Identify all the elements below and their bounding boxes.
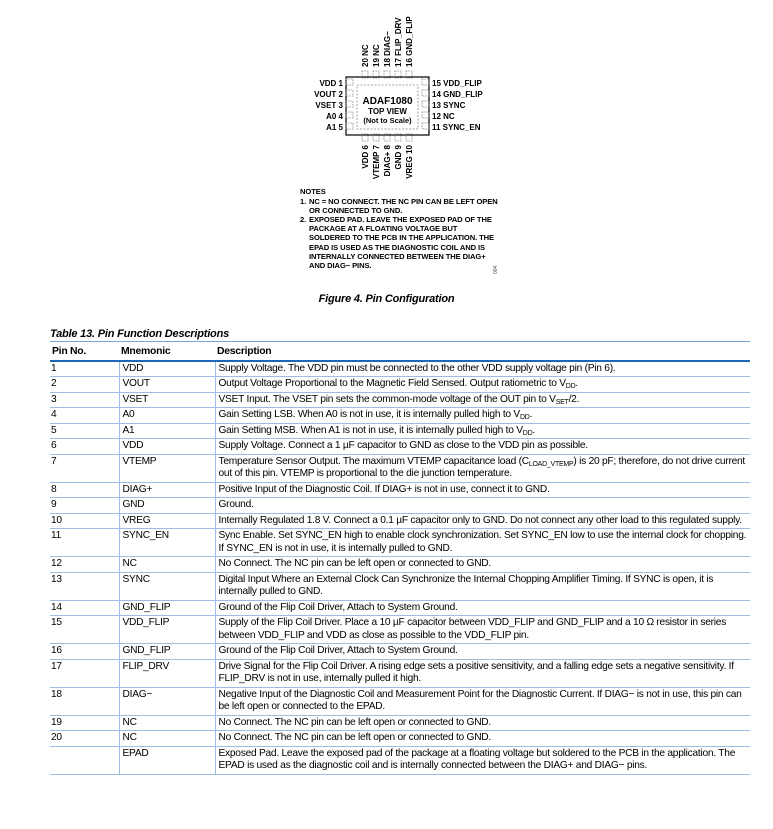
description-cell: [215, 644, 750, 660]
header-pin-no: Pin No.: [50, 342, 119, 361]
figure-caption: Figure 4. Pin Configuration: [318, 293, 455, 305]
mnemonic-cell: VTEMP: [119, 454, 215, 482]
pin-number-cell: [50, 746, 119, 774]
pin-number-cell: 20: [50, 731, 119, 747]
description-subscript: DD: [565, 383, 576, 390]
table-row: [50, 513, 750, 529]
description-text: Positive Input of the Diagnostic Coil. If DIAG+ is not in use, connect it to GND.: [218, 483, 550, 495]
table-row: [50, 439, 750, 455]
chip-name: ADAF1080: [362, 96, 413, 107]
chip-scale: (Not to Scale): [363, 116, 412, 125]
description-cell: [215, 423, 750, 439]
description-subscript: DD: [522, 429, 533, 437]
pin-label-right: 14 GND_FLIP: [432, 90, 483, 99]
pin-number-cell: 11: [50, 529, 119, 557]
mnemonic-cell: A0: [119, 408, 215, 424]
pin-number-cell: 12: [50, 557, 119, 573]
pin-number-cell: 8: [50, 482, 119, 498]
description-cell: [215, 731, 750, 747]
table-row: [50, 659, 750, 687]
mnemonic-cell: VOUT: [119, 377, 215, 393]
pin-label-bottom: GND 9: [394, 145, 403, 170]
mnemonic-cell: VREG: [119, 513, 215, 529]
description-cell: [215, 715, 750, 731]
pin-configuration-diagram: [0, 0, 773, 320]
note-number: 2.: [300, 215, 307, 225]
pin-label-bottom: VDD 6: [361, 145, 370, 169]
pin-label-left: A0 4: [326, 112, 343, 121]
table-row: [50, 482, 750, 498]
pin-number-cell: 4: [50, 408, 119, 424]
table-row: [50, 498, 750, 514]
table-row: [50, 423, 750, 439]
note-item: [300, 197, 500, 215]
description-text: Ground of the Flip Coil Driver, Attach to System Ground.: [218, 645, 458, 656]
pin-number-cell: 14: [50, 600, 119, 616]
description-cell: [215, 361, 750, 377]
table-row: [50, 361, 750, 377]
table-row: [50, 557, 750, 573]
diagram-notes: [300, 187, 500, 270]
table-row: [50, 377, 750, 393]
pin-label-right: 13 SYNC: [432, 101, 466, 110]
description-text: Internally Regulated 1.8 V. Connect a 0.1 µF capacitor only to GND. Do not connect any other load to this regulated supply.: [218, 514, 742, 526]
table-row: [50, 731, 750, 747]
description-text: VSET Input. The VSET pin sets the common-mode voltage of the OUT pin to V: [218, 393, 556, 405]
mnemonic-cell: DIAG−: [119, 687, 215, 715]
mnemonic-cell: VDD: [119, 439, 215, 455]
note-text: EXPOSED PAD. LEAVE THE EXPOSED PAD OF THE PACKAGE AT A FLOATING VOLTAGE BUT SOLDERED TO THE PCB IN THE APPLICATION. THE EPAD IS USED AS THE DIAGNOSTIC COIL AND IS INTERNALLY CONNECTED BETWEEN THE DIAG+ AND DIAG− PINS.: [309, 215, 494, 270]
figure-id: 004: [493, 265, 499, 274]
description-text: Ground of the Flip Coil Driver, Attach to System Ground.: [218, 601, 458, 613]
pin-number-cell: 17: [50, 659, 119, 687]
description-cell: [215, 746, 750, 774]
table-caption: Table 13. Pin Function Descriptions: [50, 328, 230, 340]
description-cell: [215, 572, 750, 600]
pin-number-cell: 7: [50, 454, 119, 482]
description-subscript: LOAD_VTEMP: [528, 460, 574, 468]
mnemonic-cell: VDD_FLIP: [119, 616, 215, 644]
pin-label-top: 16 GND_FLIP: [405, 16, 414, 67]
description-text: Ground.: [218, 499, 254, 510]
description-cell: [215, 659, 750, 687]
description-text: Output Voltage Proportional to the Magnetic Field Sensed. Output ratiometric to V: [218, 378, 566, 389]
note-number: 1.: [300, 197, 307, 207]
mnemonic-cell: VDD: [119, 361, 215, 377]
description-text: Digital Input Where an External Clock Can Synchronize the Internal Chopping Amplifier Timing. If SYNC is open, it is internally pulled to GND.: [218, 573, 714, 597]
description-text: Exposed Pad. Leave the exposed pad of the package at a floating voltage but soldered to the PCB in the application. The EPAD is used as the diagnostic coil and is internally connected between the DIAG+ and DIAG− pins.: [218, 747, 736, 771]
pin-label-top: 20 NC: [361, 44, 370, 67]
mnemonic-cell: DIAG+: [119, 482, 215, 498]
description-text: Temperature Sensor Output. The maximum VTEMP capacitance load (C: [218, 455, 529, 467]
description-cell: [215, 454, 750, 482]
pin-number-cell: 5: [50, 423, 119, 439]
description-text-after: .: [529, 409, 533, 420]
description-subscript: DD: [519, 414, 530, 421]
description-text: Supply Voltage. Connect a 1 µF capacitor to GND as close to the VDD pin as possible.: [218, 440, 588, 451]
pin-label-left: VSET 3: [315, 101, 343, 110]
description-subscript: SET: [555, 398, 569, 406]
table-row: [50, 644, 750, 660]
description-text: Supply Voltage. The VDD pin must be connected to the other VDD supply voltage pin (Pin 6).: [218, 362, 616, 374]
pin-number-cell: 15: [50, 616, 119, 644]
description-cell: [215, 498, 750, 514]
description-text: No Connect. The NC pin can be left open or connected to GND.: [218, 558, 491, 569]
pin-label-top: 19 NC: [372, 44, 381, 67]
mnemonic-cell: NC: [119, 731, 215, 747]
description-cell: [215, 616, 750, 644]
pin-number-cell: 13: [50, 572, 119, 600]
description-text: Supply of the Flip Coil Driver. Place a 10 µF capacitor between VDD_FLIP and GND_FLIP and a 10 Ω resistor in series between VDD_FLIP and VDD as close as possible to the VDD_FLIP pin.: [218, 617, 727, 641]
right-pin-stubs: [422, 79, 429, 129]
pin-number-cell: 16: [50, 644, 119, 660]
description-cell: [215, 439, 750, 455]
header-mnemonic: Mnemonic: [119, 342, 215, 361]
description-cell: [215, 513, 750, 529]
pin-number-cell: 19: [50, 715, 119, 731]
pin-number-cell: 1: [50, 361, 119, 377]
description-text-after: ) is 20 pF; therefore, do not drive current out of this pin. VTEMP is proportional to the die junction temperature.: [218, 455, 746, 479]
mnemonic-cell: GND_FLIP: [119, 600, 215, 616]
pin-number-cell: 18: [50, 687, 119, 715]
pin-label-bottom: DIAG+ 8: [383, 145, 392, 177]
description-cell: [215, 377, 750, 393]
table-row: [50, 616, 750, 644]
mnemonic-cell: SYNC: [119, 572, 215, 600]
description-cell: [215, 557, 750, 573]
note-text: NC = NO CONNECT. THE NC PIN CAN BE LEFT OPEN OR CONNECTED TO GND.: [309, 197, 498, 216]
table-row: [50, 529, 750, 557]
pin-label-right: 15 VDD_FLIP: [432, 79, 482, 88]
notes-title: NOTES: [300, 187, 326, 196]
description-text: No Connect. The NC pin can be left open or connected to GND.: [218, 732, 491, 743]
pin-label-right: 12 NC: [432, 112, 455, 121]
table-row: [50, 454, 750, 482]
pin-label-top: 17 FLIP_DRV: [394, 17, 403, 67]
mnemonic-cell: A1: [119, 423, 215, 439]
description-text: Drive Signal for the Flip Coil Driver. A rising edge sets a positive sensitivity, and a falling edge sets a negative sensitivity. If FLIP_DRV is not in use, internally pulled it high.: [218, 660, 734, 684]
mnemonic-cell: GND_FLIP: [119, 644, 215, 660]
left-pin-stubs: [346, 79, 353, 129]
table-row: [50, 392, 750, 408]
table-row: [50, 572, 750, 600]
table-row: [50, 746, 750, 774]
table-row: [50, 408, 750, 424]
description-text-after: .: [532, 424, 535, 436]
description-cell: [215, 529, 750, 557]
description-text: No Connect. The NC pin can be left open or connected to GND.: [218, 716, 491, 728]
pin-number-cell: 3: [50, 392, 119, 408]
description-cell: [215, 600, 750, 616]
description-text: Sync Enable. Set SYNC_EN high to enable clock synchronization. Set SYNC_EN low to use the internal clock for chopping. If SYNC_EN is not in use, it is internally pulled to GND.: [218, 530, 747, 554]
mnemonic-cell: EPAD: [119, 746, 215, 774]
pin-label-right: 11 SYNC_EN: [432, 123, 481, 132]
header-description: Description: [215, 342, 750, 361]
mnemonic-cell: SYNC_EN: [119, 529, 215, 557]
description-text-after: /2.: [568, 393, 580, 405]
description-text: Gain Setting LSB. When A0 is not in use, it is internally pulled high to V: [218, 409, 520, 420]
description-text: Negative Input of the Diagnostic Coil and Measurement Point for the Diagnostic Current. If DIAG− is not in use, this pin can be left open or connected to the EPAD.: [218, 688, 742, 712]
pin-number-cell: 6: [50, 439, 119, 455]
note-item: [300, 215, 500, 270]
description-cell: [215, 408, 750, 424]
pin-label-left: VDD 1: [319, 79, 343, 88]
mnemonic-cell: GND: [119, 498, 215, 514]
table-row: [50, 715, 750, 731]
mnemonic-cell: VSET: [119, 392, 215, 408]
chip-view: TOP VIEW: [368, 107, 407, 116]
table-row: [50, 600, 750, 616]
mnemonic-cell: FLIP_DRV: [119, 659, 215, 687]
mnemonic-cell: NC: [119, 557, 215, 573]
pin-number-cell: 9: [50, 498, 119, 514]
pin-function-table: [50, 341, 750, 775]
pin-label-top: 18 DIAG−: [383, 31, 392, 67]
pin-label-left: VOUT 2: [314, 90, 343, 99]
table-header-row: [50, 342, 750, 361]
description-text: Gain Setting MSB. When A1 is not in use, it is internally pulled high to V: [218, 424, 523, 436]
table-row: [50, 687, 750, 715]
pin-label-left: A1 5: [326, 123, 343, 132]
pin-label-bottom: VREG 10: [405, 145, 414, 179]
description-cell: [215, 687, 750, 715]
pin-label-bottom: VTEMP 7: [372, 145, 381, 180]
mnemonic-cell: NC: [119, 715, 215, 731]
description-cell: [215, 392, 750, 408]
pin-number-cell: 10: [50, 513, 119, 529]
description-text-after: .: [575, 378, 578, 389]
pin-number-cell: 2: [50, 377, 119, 393]
description-cell: [215, 482, 750, 498]
